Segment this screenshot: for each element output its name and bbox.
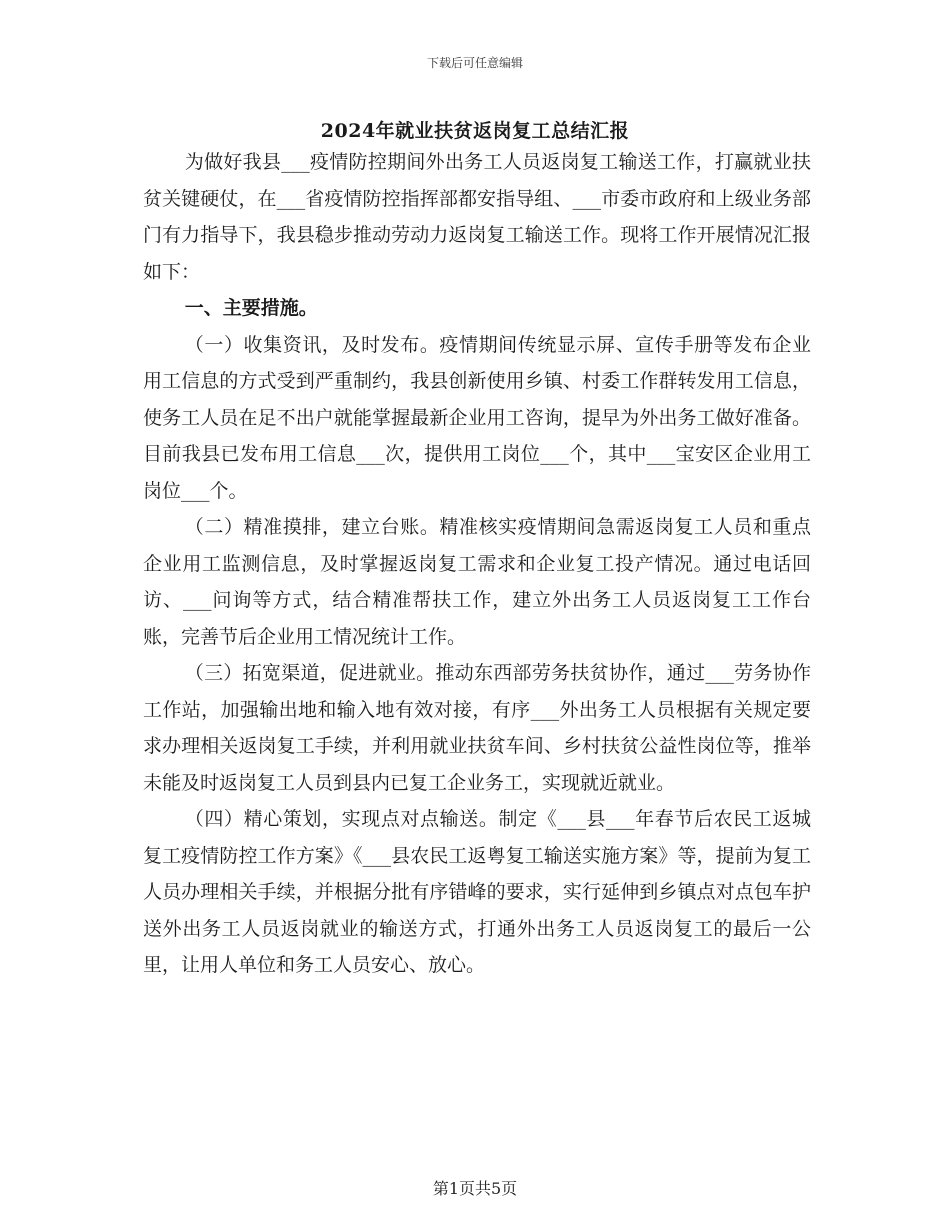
measure-item-1: （一）收集资讯，及时发布。疫情期间传统显示屏、宣传手册等发布企业用工信息的方式受到严重制约，我县创新使用乡镇、村委工作群转发用工信息，使务工人员在足不出户就能掌握最新企业用工咨询，提早为外出务工做好准备。目前我县已发布用工信息___次，提供用工岗位___个，其中___宝安区企业用工岗位___个。 <box>143 333 811 502</box>
measure-item-2: （二）精准摸排，建立台账。精准核实疫情期间急需返岗复工人员和重点企业用工监测信息，及时掌握返岗复工需求和企业复工投产情况。通过电话回访、___问询等方式，结合精准帮扶工作，建立外出务工人员返岗复工工作台账，完善节后企业用工情况统计工作。 <box>143 516 811 648</box>
section-heading: 一、主要措施。 <box>184 297 318 319</box>
intro-paragraph: 为做好我县___疫情防控期间外出务工人员返岗复工输送工作，打赢就业扶贫关键硬仗，在___省疫情防控指挥部都安指导组、___市委市政府和上级业务部门有力指导下，我县稳步推动劳动力返岗复工输送工作。现将工作开展情况汇报如下： <box>143 151 811 283</box>
document-body <box>143 144 811 984</box>
page-number-footer: 第1页共5页 <box>432 1179 518 1198</box>
measure-item-4: （四）精心策划，实现点对点输送。制定《___县___年春节后农民工返城复工疫情防控工作方案》《___县农民工返粤复工输送实施方案》等，提前为复工人员办理相关手续，并根据分批有序错峰的要求，实行延伸到乡镇点对点包车护送外出务工人员返岗就业的输送方式，打通外出务工人员返岗复工的最后一公里，让用人单位和务工人员安心、放心。 <box>143 808 811 976</box>
measure-item-3: （三）拓宽渠道，促进就业。推动东西部劳务扶贫协作，通过___劳务协作工作站，加强输出地和输入地有效对接，有序___外出务工人员根据有关规定要求办理相关返岗复工手续，并利用就业扶贫车间、乡村扶贫公益性岗位等，推举未能及时返岗复工人员到县内已复工企业务工，实现就近就业。 <box>143 662 811 794</box>
document-title: 2024年就业扶贫返岗复工总结汇报 <box>320 120 630 142</box>
header-note: 下载后可任意编辑 <box>426 56 523 70</box>
